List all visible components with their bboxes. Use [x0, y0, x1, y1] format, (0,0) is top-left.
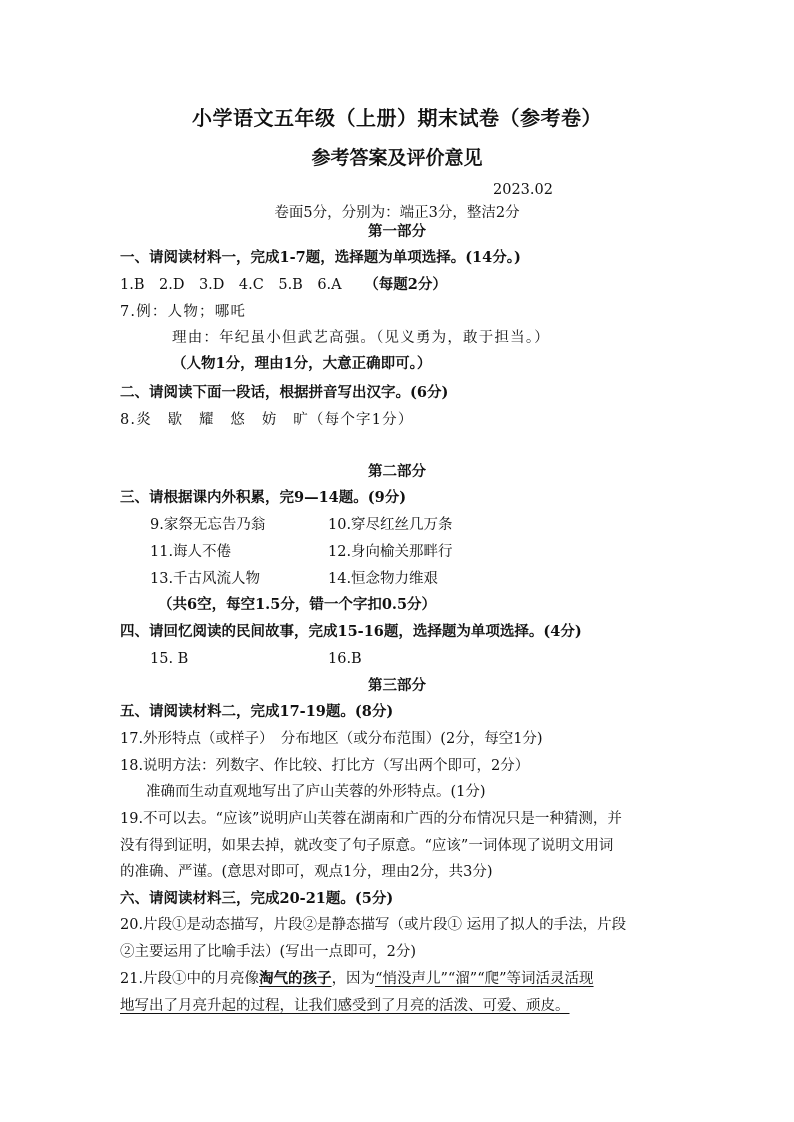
q3-row-2 — [150, 542, 550, 562]
q21-prefix: 21.片段①中的月亮像 — [120, 971, 260, 987]
q17-answer: 17.外形特点（或样子） 分布地区（或分布范围）(2分，每空1分) — [120, 731, 543, 747]
q4-answer-15: 15. B — [150, 651, 189, 667]
q18-answer-line1: 18.说明方法：列数字、作比较、打比方（写出两个即可，2分） — [120, 758, 530, 774]
exam-date: 2023.02 — [493, 182, 553, 198]
part2-heading: 第二部分 — [368, 463, 426, 480]
part3-heading: 第三部分 — [368, 677, 426, 694]
q21-answer-line2: 地写出了月亮升起的过程，让我们感受到了月亮的活泼、可爱、顽皮。 — [120, 998, 570, 1014]
q2-answers: 8.炎 歇 耀 悠 妨 旷（每个字1分） — [120, 412, 414, 428]
q18-answer-line2: 准确而生动直观地写出了庐山芙蓉的外形特点。(1分) — [146, 784, 486, 800]
q3-row-1 — [150, 515, 550, 535]
q19-answer-line1: 19.不可以去。“应该”说明庐山芙蓉在湖南和广西的分布情况只是一种猜测，并 — [120, 811, 622, 827]
q3-answer-9: 9.家祭无忘告乃翁 — [150, 517, 266, 533]
q21-answer-line1 — [120, 969, 594, 989]
part1-heading: 第一部分 — [368, 223, 426, 240]
q7-score: （人物1分，理由1分，大意正确即可。） — [172, 355, 432, 372]
q2-heading: 二、请阅读下面一段话，根据拼音写出汉字。(6分) — [120, 384, 449, 401]
q5-heading: 五、请阅读材料二，完成17-19题。(8分) — [120, 703, 394, 720]
q7-reason: 理由：年纪虽小但武艺高强。（见义勇为，敢于担当。） — [172, 330, 550, 346]
q21-keywords: “悄没声儿”“溜”“爬”等词活灵活现 — [375, 971, 594, 987]
q4-heading: 四、请回忆阅读的民间故事，完成15-16题，选择题为单项选择。(4分) — [120, 623, 582, 640]
q1-answers-score: （每题2分） — [364, 276, 447, 293]
q3-answer-13: 13.千古风流人物 — [150, 571, 261, 587]
q1-answers — [120, 275, 447, 295]
page-subtitle: 参考答案及评价意见 — [311, 147, 483, 169]
q1-answers-text: 1.B 2.D 3.D 4.C 5.B 6.A — [120, 277, 342, 293]
q19-answer-line2: 没有得到证明，如果去掉，就改变了句子原意。“应该”一词体现了说明文用词 — [120, 838, 614, 854]
q4-answer-16: 16.B — [328, 651, 362, 667]
q7-answer: 7.例：人物；哪吒 — [120, 304, 247, 320]
q4-answers — [150, 649, 550, 669]
q21-simile: 淘气的孩子 — [259, 970, 332, 987]
neatness-note: 卷面5分，分别为：端正3分，整洁2分 — [274, 205, 520, 221]
q3-answer-14: 14.恒念物力维艰 — [328, 571, 439, 587]
q19-answer-line3: 的准确、严谨。(意思对即可，观点1分，理由2分，共3分) — [120, 864, 493, 880]
q3-answer-10: 10.穿尽红丝几万条 — [328, 517, 453, 533]
q6-heading: 六、请阅读材料三，完成20-21题。(5分) — [120, 890, 394, 907]
q21-because: ，因为 — [331, 971, 376, 987]
q1-heading: 一、请阅读材料一，完成1-7题，选择题为单项选择。(14分。) — [120, 249, 521, 266]
page-title: 小学语文五年级（上册）期末试卷（参考卷） — [192, 106, 602, 130]
q3-answer-12: 12.身向榆关那畔行 — [328, 544, 453, 560]
q20-answer-line2: ②主要运用了比喻手法）(写出一点即可，2分) — [120, 944, 417, 960]
q20-answer-line1: 20.片段①是动态描写，片段②是静态描写（或片段① 运用了拟人的手法，片段 — [120, 917, 627, 933]
q3-score: （共6空，每空1.5分，错一个字扣0.5分） — [158, 596, 437, 613]
q3-answer-11: 11.诲人不倦 — [150, 544, 232, 560]
q3-row-3 — [150, 569, 550, 589]
q3-heading: 三、请根据课内外积累，完9—14题。(9分) — [120, 489, 407, 506]
